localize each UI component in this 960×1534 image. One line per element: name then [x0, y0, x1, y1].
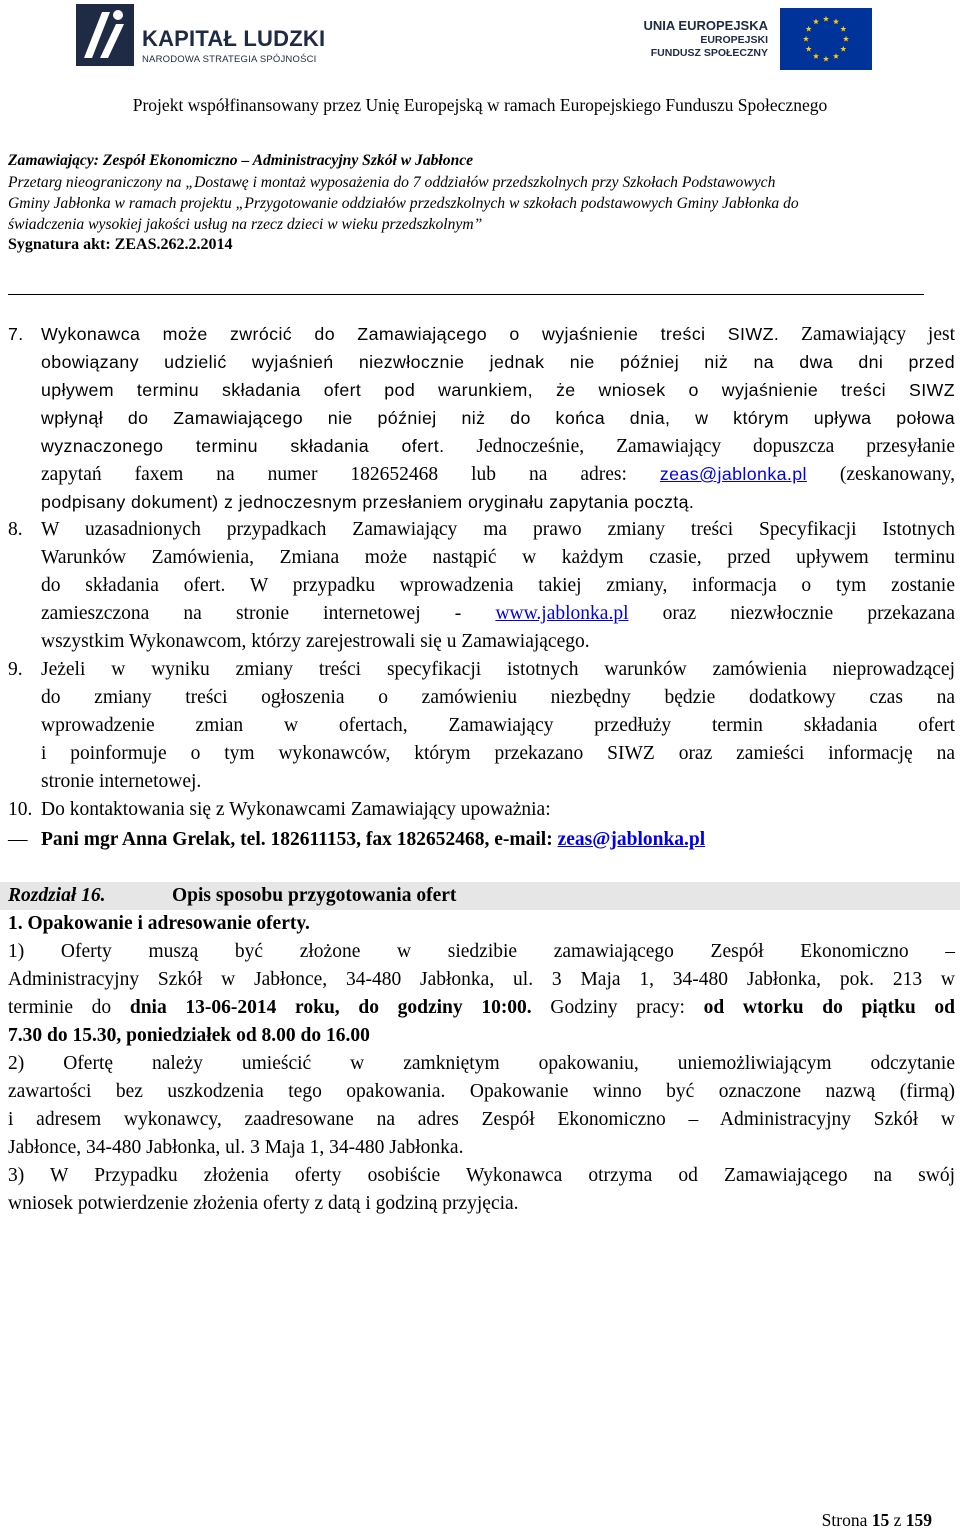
item7-text: zapytań faxem na numer 182652468 lub na adres:: [41, 464, 627, 485]
item-number: 10.: [8, 799, 33, 820]
tender-description-line: Gminy Jabłonka w ramach projektu „Przygotowanie oddziałów przedszkolnych w szkołach podstawowych Gminy Jabłonka do: [8, 195, 799, 212]
contact-person-line: [41, 826, 705, 854]
item9-line: Jeżeli w wyniku zmiany treści specyfikacji istotnych warunków zamówienia nieprowadzącej: [41, 659, 955, 680]
item7-text: (zeskanowany,: [839, 464, 956, 485]
eu-logo-line2: EUROPEJSKI: [700, 34, 768, 46]
paragraph-text: terminie do: [8, 997, 112, 1018]
contact-dash: —: [8, 829, 28, 850]
eu-logo-line3: FUNDUSZ SPOŁECZNY: [650, 47, 768, 59]
item7-line: [41, 432, 955, 461]
item9-line: i poinformuje o tym wykonawców, którym przekazano SIWZ oraz zamieści informację na: [41, 743, 955, 764]
item8-text: zamieszczona na stronie internetowej -: [41, 603, 462, 624]
item7-text: wyznaczonego terminu składania ofert.: [41, 436, 445, 456]
paragraph-line: Jabłonce, 34-480 Jabłonka, ul. 3 Maja 1, 34-480 Jabłonka.: [8, 1137, 464, 1158]
tender-description-line: Przetarg nieograniczony na „Dostawę i montaż wyposażenia do 7 oddziałów przedszkolnych przy Szkołach Podstawowych: [8, 174, 776, 191]
paragraph-line: i adresem wykonawcy, zaadresowane na adres Zespół Ekonomiczno – Administracyjny Szkół w: [8, 1109, 955, 1130]
page-number: [822, 1510, 932, 1531]
item7-line: wpłynął do Zamawiającego nie później niż do końca dnia, w którym upływa połowa: [41, 408, 955, 428]
item7-line: upływem terminu składania ofert pod warunkiem, że wniosek o wyjaśnienie treści SIWZ: [41, 380, 955, 400]
item8-line: [41, 600, 955, 628]
item8-text: oraz niezwłocznie przekazana: [662, 603, 956, 624]
tender-description-line: świadczenia wysokiej jakości usług na rzecz dzieci w wieku przedszkolnym”: [8, 216, 483, 233]
item9-line: stronie internetowej.: [41, 771, 202, 792]
paragraph-line: wniosek potwierdzenie złożenia oferty z datą i godziną przyjęcia.: [8, 1193, 519, 1214]
paragraph-line: [8, 994, 955, 1022]
logo-left-subtitle: NARODOWA STRATEGIA SPÓJNOŚCI: [142, 54, 317, 65]
logo-left-title: KAPITAŁ LUDZKI: [142, 26, 326, 51]
paragraph-line: Administracyjny Szkół w Jabłonce, 34-480 Jabłonka, ul. 3 Maja 1, 34-480 Jabłonka, pok. 213 w: [8, 969, 955, 990]
chapter-heading-bar: [0, 882, 960, 910]
page-separator: z: [893, 1510, 902, 1530]
item7-text: Jednocześnie, Zamawiający dopuszcza przesyłanie: [476, 436, 955, 457]
eu-flag-icon: [780, 8, 872, 70]
website-link[interactable]: www.jablonka.pl: [495, 603, 629, 624]
item-number: 9.: [8, 659, 23, 680]
item7-text: Zamawiający jest: [801, 324, 956, 345]
working-hours-text: od wtorku do piątku od: [703, 997, 955, 1018]
contact-email-link[interactable]: zeas@jablonka.pl: [557, 829, 706, 850]
item8-line: do składania ofert. W przypadku wprowadzenia takiej zmiany, informacja o tym zostanie: [41, 575, 955, 596]
paragraph-text: Godziny pracy:: [550, 997, 685, 1018]
case-signature: Sygnatura akt: ZEAS.262.2.2014: [8, 236, 233, 253]
paragraph-line: 1) Oferty muszą być złożone w siedzibie zamawiającego Zespół Ekonomiczno –: [8, 941, 955, 962]
item10-line: Do kontaktowania się z Wykonawcami Zamawiający upoważnia:: [41, 799, 551, 820]
chapter-title: Opis sposobu przygotowania ofert: [172, 885, 457, 906]
eu-logo-line1: UNIA EUROPEJSKA: [643, 18, 768, 33]
paragraph-line: 2) Ofertę należy umieścić w zamkniętym opakowaniu, uniemożliwiającym odczytanie: [8, 1053, 955, 1074]
project-cofinancing-line: Projekt współfinansowany przez Unię Europejską w ramach Europejskiego Funduszu Społecznego: [132, 95, 828, 115]
item7-line: [41, 460, 955, 489]
eu-logo-text: [628, 18, 768, 60]
email-link[interactable]: zeas@jablonka.pl: [659, 464, 807, 484]
item9-line: do zmiany treści ogłoszenia o zamówieniu niezbędny będzie dodatkowy czas na: [41, 687, 955, 708]
item8-line: wszystkim Wykonawcom, którzy zarejestrowali się u Zamawiającego.: [41, 631, 590, 652]
item7-line: obowiązany udzielić wyjaśnień niezwłocznie jednak nie później niż na dwa dni przed: [41, 352, 955, 372]
contracting-authority: Zamawiający: Zespół Ekonomiczno – Administracyjny Szkół w Jabłonce: [8, 152, 474, 169]
deadline-text: dnia 13-06-2014 roku, do godziny 10:00.: [129, 997, 532, 1018]
page-total: 159: [905, 1510, 932, 1530]
item-number: 7.: [8, 324, 24, 344]
page-current: 15: [871, 1510, 890, 1530]
item7-line: [41, 320, 955, 349]
section-subheading: 1. Opakowanie i adresowanie oferty.: [8, 913, 310, 934]
working-hours-line: 7.30 do 15.30, poniedziałek od 8.00 do 16.00: [8, 1025, 370, 1046]
kapital-ludzki-emblem-icon: [76, 4, 134, 66]
header-divider: [8, 294, 924, 295]
eu-logo: [628, 8, 898, 72]
paragraph-line: 3) W Przypadku złożenia oferty osobiście Wykonawca otrzyma od Zamawiającego na swój: [8, 1165, 955, 1186]
paragraph-line: zawartości bez uszkodzenia tego opakowania. Opakowanie winno być oznaczone nazwą (firmą): [8, 1081, 955, 1102]
page-prefix: Strona: [821, 1510, 868, 1530]
item7-text: Wykonawca może zwrócić do Zamawiającego o wyjaśnienie treści SIWZ.: [41, 324, 780, 344]
contact-person: Pani mgr Anna Grelak, tel. 182611153, fax 182652468, e-mail:: [41, 829, 553, 850]
item8-line: W uzasadnionych przypadkach Zamawiający ma prawo zmiany treści Specyfikacji Istotnych: [41, 519, 955, 540]
item9-line: wprowadzenie zmian w ofertach, Zamawiający przedłuży termin składania ofert: [41, 715, 955, 736]
chapter-label: Rozdział 16.: [8, 885, 106, 906]
item-number: 8.: [8, 519, 23, 540]
item7-line: podpisany dokument) z jednoczesnym przesłaniem oryginału zapytania pocztą.: [41, 492, 695, 512]
item8-line: Warunków Zamówienia, Zmiana może nastąpić w każdym czasie, przed upływem terminu: [41, 547, 955, 568]
kapital-ludzki-logo: [76, 4, 346, 66]
